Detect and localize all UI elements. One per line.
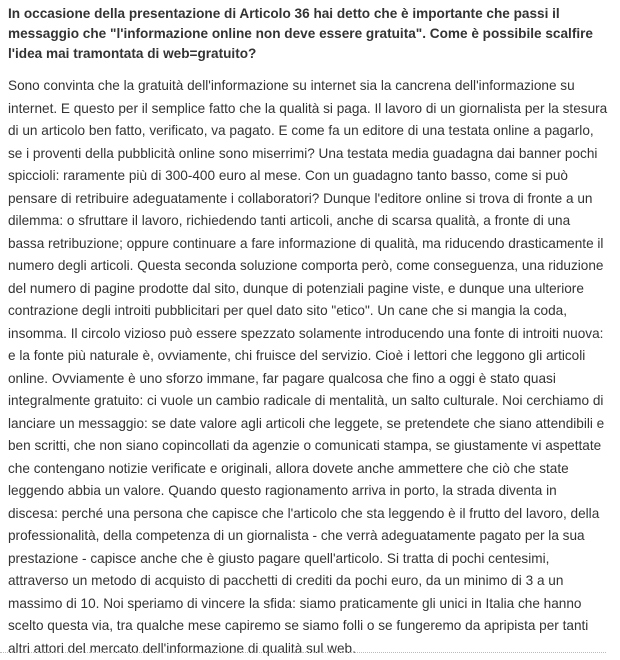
section-divider <box>0 652 606 653</box>
interview-answer: Sono convinta che la gratuità dell'informazione su internet sia la cancrena dell'informazione su internet. E questo per il semplice fatto che la qualità si paga. Il lavoro di un giornalista per la stesura di un articolo ben fatto, verificato, va pagato. E come fa un editore di una testata online a pagarlo, se i proventi della pubblicità online sono miserrimi? Una testata media guadagna dai banner pochi spiccioli: raramente più di 300-400 euro al mese. Con un guadagno tanto basso, come si può pensare di retribuire adeguatamente i collaboratori? Dunque l'editore online si trova di fronte a un dilemma: o sfruttare il lavoro, richiedendo tanti articoli, anche di scarsa qualità, a fronte di una bassa retribuzione; oppure continuare a fare informazione di qualità, ma riducendo drasticamente il numero degli articoli. Questa seconda soluzione comporta però, come conseguenza, una riduzione del numero di pagine prodotte dal sito, dunque di potenziali pagine viste, e dunque una ulteriore contrazione degli introiti pubblicitari per quel dato sito "etico". Un cane che si mangia la coda, insomma. Il circolo vizioso può essere spezzato solamente introducendo una fonte di introiti nuova: e la fonte più naturale è, ovviamente, chi fruisce del servizio. Cioè i lettori che leggono gli articoli online. Ovviamente è uno sforzo immane, far pagare qualcosa che fino a oggi è stato quasi integralmente gratuito: ci vuole un cambio radicale di mentalità, un salto culturale. Noi cerchiamo di lanciare un messaggio: se date valore agli articoli che leggete, se pretendete che siano attendibili e ben scritti, che non siano copincollati da agenzie o comunicati stampa, se giustamente vi aspettate che contengano notizie verificate e originali, allora dovete anche ammettere che ciò che state leggendo abbia un valore. Quando questo ragionamento arriva in porto, la strada diventa in discesa: perché una persona che capisce che l'articolo che sta leggendo è il frutto del lavoro, della professionalità, della competenza di un giornalista - che verrà adeguatamente pagato per la sua prestazione - capisce anche che è giusto pagare quell'articolo. Si tratta di pochi centesimi, attraverso un metodo di acquisto di pacchetti di crediti da pochi euro, da un minimo di 3 a un massimo di 10. Noi speriamo di vincere la sfida: siamo praticamente gli unici in Italia che hanno scelto questa via, tra qualche mese capiremo se siamo folli o se fungeremo da apripista per tanti altri attori del mercato dell'informazione di qualità sul web. <box>8 78 608 656</box>
interview-question: In occasione della presentazione di Articolo 36 hai detto che è importante che passi il messaggio che "l'informazione online non deve essere gratuita". Come è possibile scalfire l'idea mai tramontata di web=gratuito? <box>8 6 593 61</box>
interview-article <box>8 4 608 660</box>
